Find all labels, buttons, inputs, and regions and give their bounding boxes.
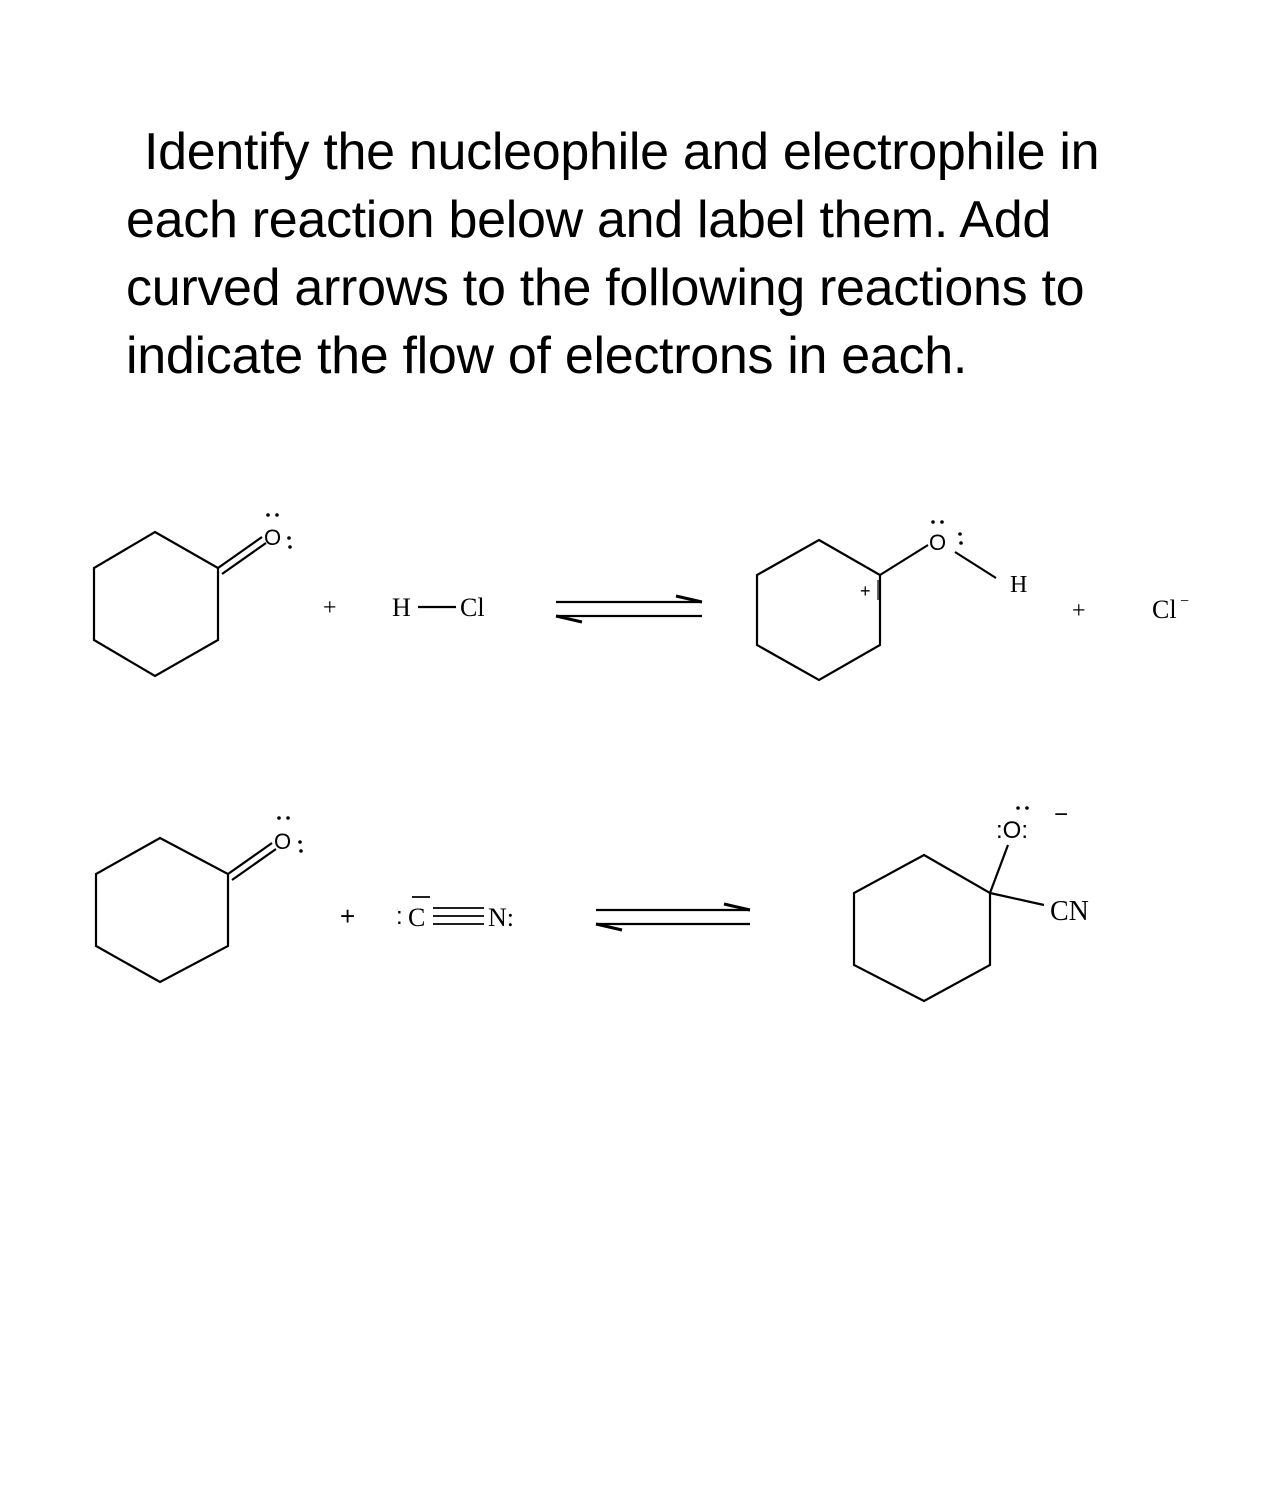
alkoxide-top-lone-pair (1016, 806, 1029, 810)
reaction-2 (96, 801, 1089, 1001)
cyanide-lone-pair: : (396, 903, 403, 930)
hydrogen-chloride (392, 593, 485, 622)
hcl-chlorine: Cl (460, 593, 485, 622)
nitrile-group: CN (1050, 896, 1089, 927)
cyclohexanone-reactant-2 (96, 816, 303, 982)
protonated-cyclohexanone (757, 520, 1027, 680)
carbonyl-double-bond (218, 537, 262, 568)
c-o-bond (880, 545, 928, 575)
carbonyl-double-bond-second (222, 543, 266, 574)
chloride-ion (1152, 593, 1189, 624)
product-hydrogen: H (1010, 572, 1028, 598)
cyanide-carbon: C (408, 903, 426, 932)
instruction-line-1: Identify the nucleophile and electrophile in (144, 123, 1100, 181)
reaction-1 (94, 513, 1189, 680)
equilibrium-arrow-2 (596, 904, 750, 930)
instruction-line-3: curved arrows to the following reactions to (126, 259, 1085, 317)
carbonyl-double-bond-second (232, 849, 276, 880)
chloride-charge: − (1180, 593, 1190, 610)
c-o-bond (990, 845, 1008, 893)
reactant-oxygen: O (264, 525, 282, 550)
instruction-line-2: each reaction below and label them. Add (126, 191, 1051, 249)
cyanide-ion (396, 897, 514, 932)
plus-sign-2: + (1072, 598, 1086, 624)
alkoxide-oxygen: :O: (996, 817, 1029, 844)
cyclohexanone-reactant-1 (94, 513, 292, 676)
hcl-hydrogen: H (392, 593, 411, 622)
cyclohexane-ring (94, 532, 218, 676)
plus-sign-3: + (340, 901, 356, 931)
equilibrium-arrow-1 (556, 596, 702, 622)
c-n-triple-bond (433, 908, 484, 924)
alkoxide-charge: − (1054, 801, 1069, 828)
cyclohexane-ring (854, 855, 990, 1001)
c-cn-bond (990, 893, 1044, 905)
product-oxygen: O (929, 530, 947, 555)
cyclohexane-ring (96, 838, 228, 982)
plus-sign-1: + (323, 595, 337, 621)
instruction-line-4: indicate the flow of electrons in each. (126, 327, 968, 385)
reactant-oxygen: O (274, 829, 292, 854)
cyanide-nitrogen: N: (488, 903, 514, 932)
cyanohydrin-alkoxide (854, 801, 1089, 1001)
cyclohexane-ring (757, 540, 880, 680)
carbonyl-double-bond (228, 843, 272, 874)
product-charge-plus: + (860, 581, 871, 601)
chloride-symbol: Cl (1152, 595, 1177, 624)
o-h-bond (955, 552, 996, 578)
